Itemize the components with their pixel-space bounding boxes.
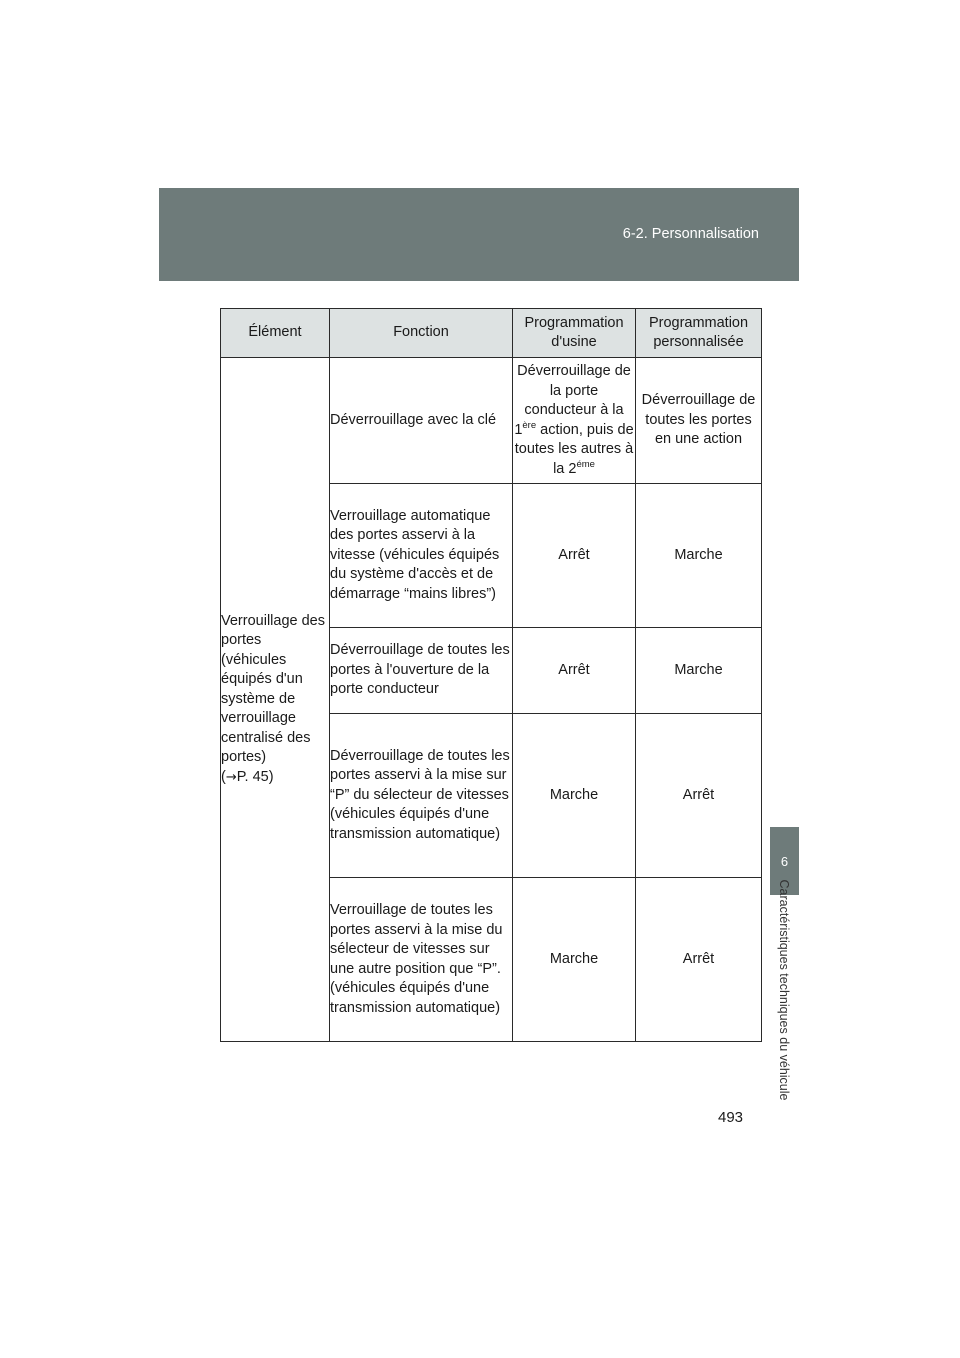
header-function: Fonction	[330, 309, 513, 358]
page-reference: (→P. 45)	[221, 768, 274, 785]
custom-setting-cell: Marche	[636, 628, 762, 714]
custom-setting-cell: Déverrouillage de toutes les portes en une action	[636, 358, 762, 484]
header-element: Élément	[221, 309, 330, 358]
arrow-right-icon: →	[225, 769, 237, 785]
factory-setting-cell: Marche	[513, 878, 636, 1042]
factory-setting-cell: Déverrouillage de la porte conducteur à la 1ère action, puis de toutes les autres à la $2^{éme}$	[513, 358, 636, 484]
factory-setting-cell: Marche	[513, 714, 636, 878]
custom-setting-cell: Marche	[636, 484, 762, 628]
factory-setting-cell: Arrêt	[513, 628, 636, 714]
page-number: 493	[718, 1109, 744, 1126]
chapter-title: Caractéristiques techniques du véhicule	[777, 879, 791, 1101]
header-custom-setting: Programmation personnalisée	[636, 309, 762, 358]
factory-setting-cell: Arrêt	[513, 484, 636, 628]
custom-setting-cell: Arrêt	[636, 878, 762, 1042]
function-cell: Déverrouillage de toutes les portes à l'ouverture de la porte conducteur	[330, 628, 513, 714]
function-cell: Verrouillage de toutes les portes asservi à la mise du sélecteur de vitesses sur une autre position que “P”. (véhicules équipés d'une transmission automatique)	[330, 878, 513, 1042]
section-header	[159, 188, 799, 281]
function-cell: Déverrouillage de toutes les portes asservi à la mise sur “P” du sélecteur de vitesses (véhicules équipés d'une transmission automatique)	[330, 714, 513, 878]
custom-setting-cell: Arrêt	[636, 714, 762, 878]
function-cell: Verrouillage automatique des portes asservi à la vitesse (véhicules équipés du système d'accès et de démarrage “mains libres”)	[330, 484, 513, 628]
customization-table	[220, 308, 762, 1042]
section-title: 6-2. Personnalisation	[622, 226, 759, 242]
table-header-row	[221, 309, 762, 358]
function-cell: Déverrouillage avec la clé	[330, 358, 513, 484]
chapter-number: 6	[780, 853, 789, 869]
element-cell	[221, 358, 330, 1042]
table-row	[221, 358, 762, 484]
header-factory-setting: Programmation d'usine	[513, 309, 636, 358]
element-text: Verrouillage des portes (véhicules équipés d'un système de verrouillage centralisé des portes)	[221, 612, 325, 766]
